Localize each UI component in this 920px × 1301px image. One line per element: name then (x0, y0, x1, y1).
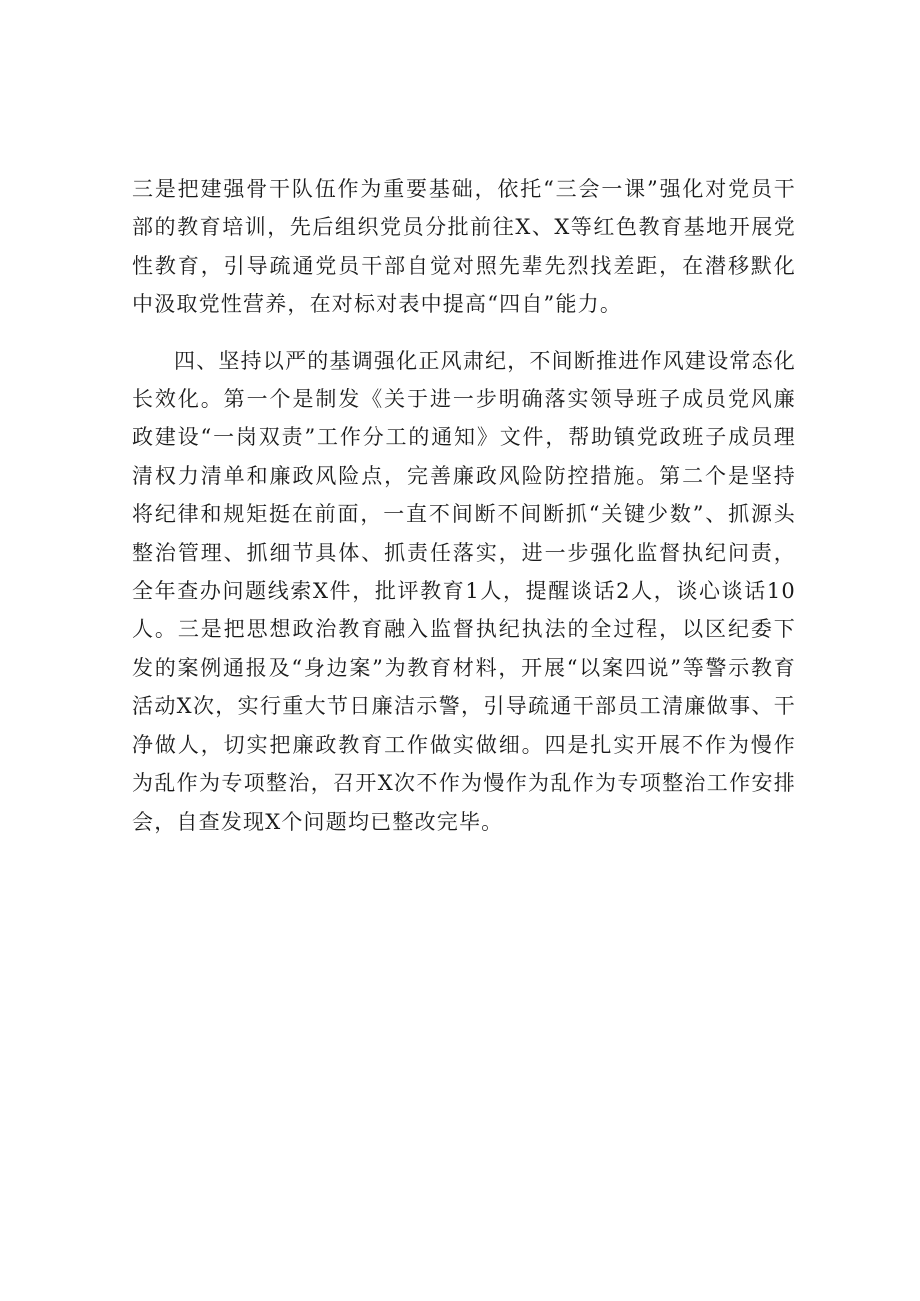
paragraph-backbone-team: 三是把建强骨干队伍作为重要基础，依托“三会一课”强化对党员干部的教育培训，先后组织党员分批前往X、X等红色教育基地开展党性教育，引导疏通党员干部自觉对照先辈先烈找差距，在潜移默化中汲取党性营养，在对标对表中提高“四自”能力。 (132, 177, 796, 317)
document-body (132, 170, 796, 841)
paragraph-discipline-section: 四、坚持以严的基调强化正风肃纪，不间断推进作风建设常态化长效化。第一个是制发《关于进一步明确落实领导班子成员党风廉政建设“一岗双责”工作分工的通知》文件，帮助镇党政班子成员理清权力清单和廉政风险点，完善廉政风险防控措施。第二个是坚持将纪律和规矩挺在前面，一直不间断不间断抓“关键少数”、抓源头整治管理、抓细节具体、抓责任落实，进一步强化监督执纪问责，全年查办问题线索X件，批评教育1人，提醒谈话2人，谈心谈话10人。三是把思想政治教育融入监督执纪执法的全过程，以区纪委下发的案例通报及“身边案”为教育材料，开展“以案四说”等警示教育活动X次，实行重大节日廉洁示警，引导疏通干部员工清廉做事、干净做人，切实把廉政教育工作做实做细。四是扎实开展不作为慢作为乱作为专项整治，召开X次不作为慢作为乱作为专项整治工作安排会，自查发现X个问题均已整改完毕。 (132, 348, 796, 834)
